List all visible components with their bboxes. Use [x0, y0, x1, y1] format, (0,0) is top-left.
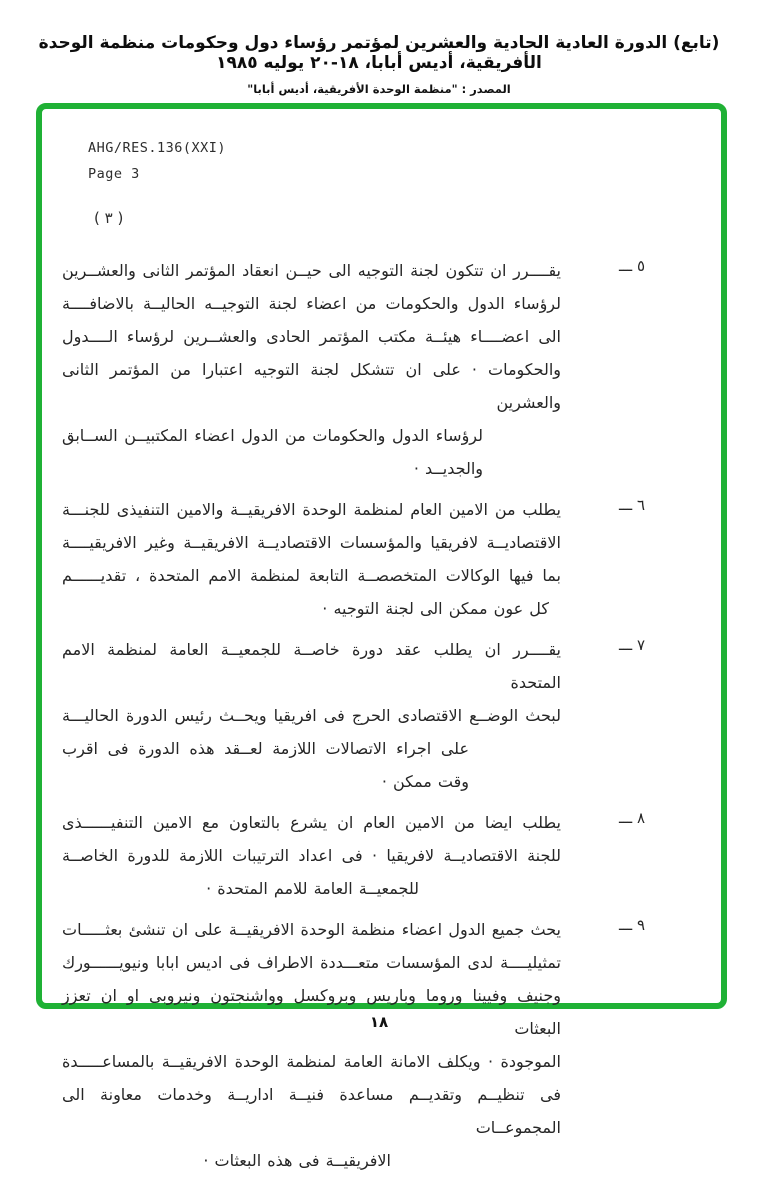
paragraph-line: الاقتصاديــة لافريقيا والمؤسسات الاقتصاديــة الافريقيــة وغير الافريقيــــة — [62, 533, 561, 552]
paragraph-line: فى تنظيــم وتقديــم مساعدة فنيــة اداريــة وخدمات معاونة الى المجموعــات — [62, 1085, 561, 1137]
source-line: المصدر : "منظمة الوحدة الأفريقية، أديس أبابا" — [247, 82, 511, 96]
paragraph-line: الى اعضــــاء هيئــة مكتب المؤتمر الحادى والعشــرين لرؤساء الــــدول — [62, 327, 561, 346]
page-header — [0, 33, 758, 96]
paragraph-line: كل عون ممكن الى لجنة التوجيه · — [322, 599, 549, 618]
document-reference-block — [88, 135, 226, 187]
resolution-paragraph-6 — [62, 493, 645, 625]
paragraph-line: يطلب من الامين العام لمنظمة الوحدة الافريقيــة والامين التنفيذى للجنـــة — [62, 500, 561, 519]
resolution-paragraph-9 — [62, 913, 645, 1177]
paragraph-line: لبحث الوضــع الاقتصادى الحرج فى افريقيا ويحــث رئيس الدورة الحاليـــة — [62, 706, 561, 725]
paragraph-number: ٥ ـــ — [618, 257, 645, 275]
paragraph-line: وجنيف وفيينا وروما وباريس وبروكسل وواشنجتون ونيروبى او ان تعزز البعثات — [62, 986, 561, 1038]
paragraph-number: ٦ ـــ — [618, 496, 645, 514]
resolution-paragraph-8 — [62, 806, 645, 905]
paragraph-body — [62, 913, 561, 1177]
paragraph-line: يقــــرر ان يطلب عقد دورة خاصــة للجمعيــة العامة لمنظمة الامم المتحدة — [62, 640, 561, 692]
paragraph-line: لرؤساء الدول والحكومات من الدول اعضاء المكتبيــن الســابق والجديــد · — [62, 426, 483, 478]
paragraph-body — [62, 633, 561, 798]
paragraph-line: للجمعيــة العامة للامم المتحدة · — [206, 879, 419, 898]
resolution-paragraph-5 — [62, 254, 645, 485]
paragraph-line: على اجراء الاتصالات اللازمة لعــقد هذه الدورة فى اقرب وقت ممكن · — [62, 739, 469, 791]
paragraph-line: بما فيها الوكالات المتخصصــة التابعة لمنظمة الامم المتحدة ، تقديــــــم — [62, 566, 561, 585]
paragraph-line: يحث جميع الدول اعضاء منظمة الوحدة الافريقيــة على ان تنشئ بعثـــــات — [62, 920, 561, 939]
paragraph-line: الافريقيــة فى هذه البعثات · — [203, 1151, 391, 1170]
resolution-paragraphs — [62, 254, 645, 1185]
paragraph-body — [62, 254, 561, 485]
paragraph-line: والحكومات · على ان تتشكل لجنة التوجيه اعتبارا من المؤتمر الثانى والعشرين — [62, 360, 561, 412]
paragraph-body — [62, 806, 561, 905]
paragraph-line: يقــــرر ان تتكون لجنة التوجيه الى حيــن انعقاد المؤتمر الثانى والعشــرين — [62, 261, 561, 280]
paragraph-number: ٧ ـــ — [618, 636, 645, 654]
paragraph-line: يطلب ايضا من الامين العام ان يشرع بالتعاون مع الامين التنفيــــــذى — [62, 813, 561, 832]
page-number-footer: ١٨ — [369, 1013, 389, 1031]
section-number-marker: ( ٣ ) — [94, 209, 124, 227]
paragraph-number: ٨ ـــ — [618, 809, 645, 827]
document-page-label: Page 3 — [88, 166, 140, 182]
paragraph-line: للجنة الاقتصاديــة لافريقيا · فى اعداد الترتيبات اللازمة للدورة الخاصــة — [62, 846, 561, 865]
paragraph-line: الموجودة · ويكلف الامانة العامة لمنظمة الوحدة الافريقيــة بالمساعـــــدة — [62, 1052, 561, 1071]
resolution-paragraph-7 — [62, 633, 645, 798]
document-reference: AHG/RES.136(XXI) — [88, 140, 227, 156]
paragraph-number: ٩ ـــ — [618, 916, 645, 934]
paragraph-body — [62, 493, 561, 625]
session-title-line: (تابع) الدورة العادية الحادية والعشرين لمؤتمر رؤساء دول وحكومات منظمة الوحدة الأفريقية، أديس أبابا، ١٨-٢٠ يوليه ١٩٨٥ — [38, 33, 720, 73]
paragraph-line: تمثيليــــة لدى المؤسسات متعـــددة الاطراف فى اديس ابابا ونيويــــــورك — [62, 953, 561, 972]
paragraph-line: لرؤساء الدول والحكومات من اعضاء لجنة التوجيــه الحاليــة بالاضافــــة — [62, 294, 561, 313]
